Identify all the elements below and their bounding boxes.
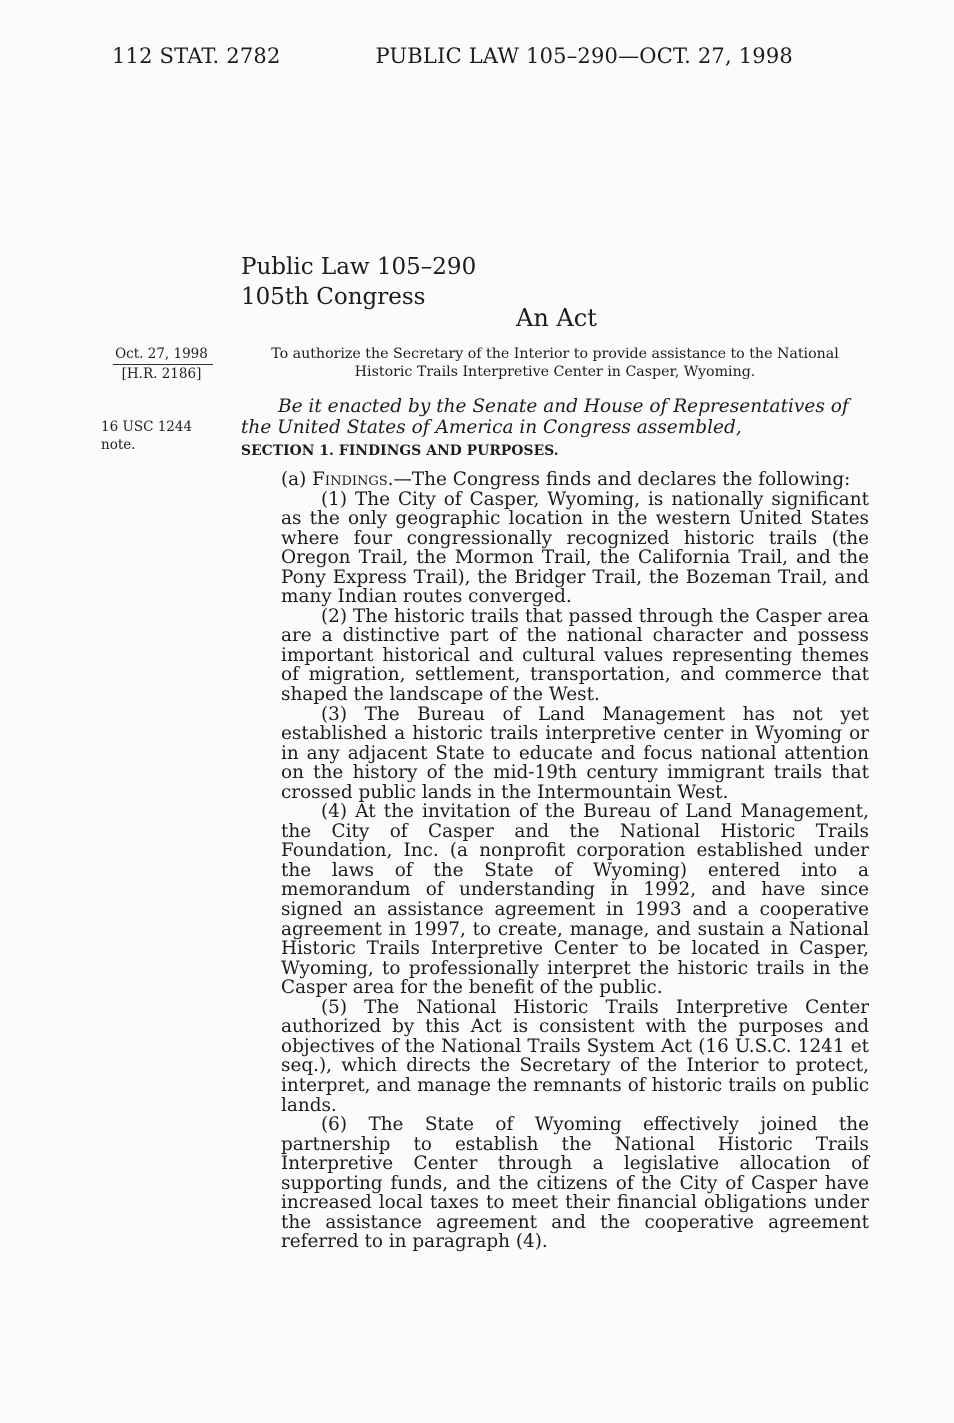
finding-paragraph: (3) The Bureau of Land Management has not yet established a historic trails interpretive center in Wyoming or in any adjacent State to educate and focus national attention on the history of the mid-19th century immigrant trails that crossed public lands in the Intermountain West. xyxy=(281,703,869,803)
finding-paragraph: (2) The historic trails that passed through the Casper area are a distinctive part of the national character and possess important historical and cultural values representing themes of migration, settlement, transportation, and commerce that shaped the landscape of the West. xyxy=(281,605,869,706)
subsection-label: Findings xyxy=(312,469,388,490)
purpose-line: To authorize the Secretary of the Interior to provide assistance to the National xyxy=(271,346,839,362)
act-purpose xyxy=(241,345,869,381)
finding-paragraph: (1) The City of Casper, Wyoming, is nationally significant as the only geographic location in the western United States where four congressionally recognized historic trails (the Oregon Trail, the Mormon Trail, the California Trail, and the Pony Express Trail), the Bridger Trail, the Bozeman Trail, and many Indian routes converged. xyxy=(281,488,869,608)
finding-paragraph: (5) The National Historic Trails Interpretive Center authorized by this Act is consistent with the purposes and objectives of the National Trails System Act (16 U.S.C. 1241 et seq.), which directs the Secretary of the Interior to protect, interpret, and manage the remnants of historic trails on public lands. xyxy=(281,996,869,1116)
enactment-date: Oct. 27, 1998 xyxy=(115,346,208,362)
statute-citation: 112 STAT. 2782 xyxy=(112,44,281,68)
bill-number: [H.R. 2186] xyxy=(121,366,202,382)
law-title-block xyxy=(241,252,476,312)
section-heading: SECTION 1. FINDINGS AND PURPOSES. xyxy=(241,443,559,459)
margin-note-date xyxy=(113,345,210,383)
enacting-clause-text: Be it enacted by the Senate and House of Representatives of the United States of America in Congress assembled, xyxy=(241,396,849,438)
purpose-line: Historic Trails Interpretive Center in Casper, Wyoming. xyxy=(354,364,756,380)
act-heading: An Act xyxy=(516,304,597,332)
findings-body xyxy=(281,470,869,1252)
margin-note-usc xyxy=(101,418,221,454)
congress-number: 105th Congress xyxy=(241,284,426,310)
finding-paragraph: (4) At the invitation of the Bureau of Land Management, the City of Casper and the National Historic Trails Foundation, Inc. (a nonprofit corporation established under the laws of the State of Wyoming) entered into a memorandum of understanding in 1992, and have since signed an assistance agreement in 1993 and a cooperative agreement in 1997, to create, manage, and sustain a National Historic Trails Interpretive Center to be located in Casper, Wyoming, to professionally interpret the historic trails in the Casper area for the benefit of the public. xyxy=(281,801,869,999)
page-header xyxy=(112,44,793,68)
finding-paragraph: (6) The State of Wyoming effectively joined the partnership to establish the National Historic Trails Interpretive Center through a legislative allocation of supporting funds, and the citizens of the City of Casper have increased local taxes to meet their financial obligations under the assistance agreement and the cooperative agreement referred to in paragraph (4). xyxy=(281,1114,869,1253)
subsection-a-intro: (a) Findings.—The Congress finds and declares the following: xyxy=(281,469,851,490)
law-number: Public Law 105–290 xyxy=(241,254,477,280)
enacting-clause xyxy=(241,396,869,438)
usc-note: note. xyxy=(101,437,136,453)
usc-citation: 16 USC 1244 xyxy=(101,419,193,435)
running-head: PUBLIC LAW 105–290—OCT. 27, 1998 xyxy=(375,44,793,68)
